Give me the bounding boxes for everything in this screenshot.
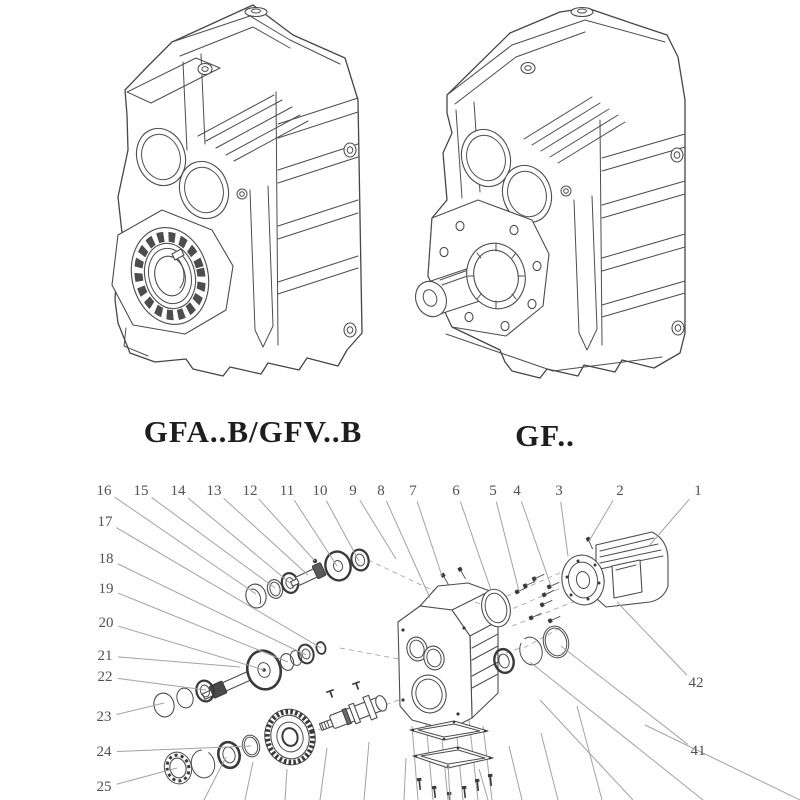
callout-number-1: 1 [694,483,702,499]
leader-line [116,528,321,648]
leader-line [118,657,240,667]
leader-line [118,564,306,655]
leader-line [496,502,519,591]
leader-line [479,769,488,800]
mounting-hole [521,63,535,74]
callout-number-21: 21 [97,648,113,664]
callout-number-22: 22 [97,669,113,685]
leader-line [589,500,613,541]
leader-line [617,602,687,675]
gf-gearbox-drawing [410,8,685,379]
mounting-hole [198,64,212,75]
leader-line [364,742,369,800]
gfab-gearbox-drawing [112,5,362,376]
leader-line [294,500,337,566]
leader-line [118,678,206,690]
callout-number-4: 4 [513,483,521,499]
model-label-gf: GF.. [515,418,575,453]
output-shaft-assembly [151,679,390,787]
gaskets [410,721,493,768]
leader-line [460,501,491,590]
callout-number-23: 23 [96,709,112,725]
callout-number-41: 41 [690,743,706,759]
callout-number-3: 3 [555,483,563,499]
leader-line [561,646,688,744]
leader-line [245,762,253,800]
leader-line [509,746,522,800]
callout-number-12: 12 [242,483,258,499]
leader-line [541,733,558,800]
model-label-gfab: GFA..B/GFV..B [143,414,363,449]
intermediate-shaft-assembly [201,641,327,702]
leader-line [320,748,327,800]
callout-number-24: 24 [96,744,112,760]
leader-line [188,498,290,583]
callout-number-15: 15 [133,483,149,499]
leader-line [386,501,430,598]
leader-line [530,662,703,800]
callout-number-10: 10 [312,483,328,499]
callout-number-17: 17 [97,514,113,530]
leader-line [115,497,256,594]
leader-line [259,499,315,561]
callout-number-25: 25 [96,779,112,795]
callout-number-13: 13 [206,483,222,499]
leader-line [561,502,568,556]
callout-number-9: 9 [349,483,357,499]
callout-number-42: 42 [688,675,704,691]
leader-line [117,768,177,784]
callout-number-8: 8 [377,483,385,499]
output-shaft-part [316,690,390,737]
callout-number-16: 16 [96,483,112,499]
gearbox-housing [398,567,498,730]
callout-number-6: 6 [452,483,460,499]
callout-number-18: 18 [98,551,114,567]
leader-line [152,497,275,588]
callout-number-7: 7 [409,483,417,499]
leader-line [649,499,689,546]
leader-line [117,746,251,752]
leader-line [285,769,287,800]
leader-line [521,501,551,586]
leader-line [417,501,442,576]
callout-number-19: 19 [98,581,114,597]
oil-plug [571,8,593,17]
callout-number-5: 5 [489,483,497,499]
callout-number-11: 11 [279,483,295,499]
callout-number-20: 20 [98,615,114,631]
large-output-gear [259,703,322,770]
oil-plug [245,8,267,17]
leader-line [404,758,406,800]
leader-line [645,725,800,800]
callout-number-2: 2 [616,483,624,499]
callout-number-14: 14 [170,483,186,499]
